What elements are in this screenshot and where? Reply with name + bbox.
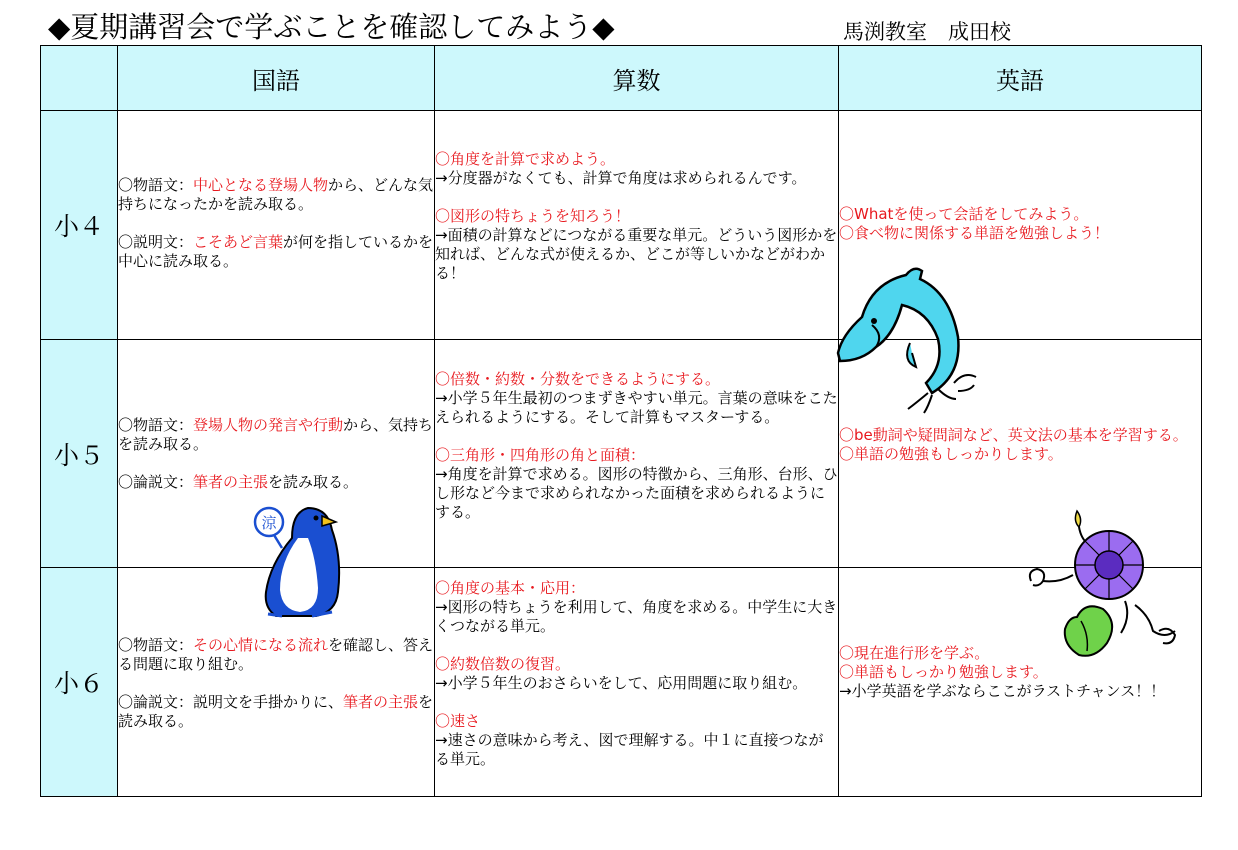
kokugo-item: 〇説明文：こそあど言葉が何を指しているかを中心に読み取る。 <box>118 233 434 270</box>
sansu-cell <box>435 340 839 568</box>
sansu-description: →分度器がなくても、計算で角度は求められるんです。 <box>435 169 807 187</box>
kokugo-item: 〇論説文：説明文を手掛かりに、筆者の主張を読み取る。 <box>118 693 434 730</box>
kokugo-cell <box>118 111 435 340</box>
sansu-topic: 〇図形の特ちょうを知ろう！ <box>435 207 631 225</box>
sansu-topic: 〇三角形・四角形の角と面積： <box>435 446 646 464</box>
school-name: 馬渕教室 成田校 <box>843 20 1011 44</box>
sansu-topic: 〇角度を計算で求めよう。 <box>435 150 616 168</box>
kokugo-item: 〇物語文：中心となる登場人物から、どんな気持ちになったかを読み取る。 <box>118 176 434 213</box>
eigo-item: 〇Whatを使って会話をしてみよう。 <box>839 205 1089 223</box>
column-header-eigo: 英語 <box>839 46 1202 111</box>
header-row <box>41 46 1202 111</box>
sansu-description: →小学５年生最初のつまずきやすい単元。言葉の意味をこたえられるようにする。そして計算もマスターする。 <box>435 389 838 426</box>
grade-label: 小５ <box>41 340 118 568</box>
eigo-item: 〇単語もしっかり勉強します。 <box>839 663 1048 681</box>
column-header-kokugo: 国語 <box>118 46 435 111</box>
sansu-description: →図形の特ちょうを利用して、角度を求める。中学生に大きくつながる単元。 <box>435 598 838 635</box>
eigo-item: →小学英語を学ぶならここがラストチャンス！！ <box>839 682 1166 700</box>
sansu-description: →角度を計算で求める。図形の特徴から、三角形、台形、ひし形など今まで求められなかった面積を求められるようにする。 <box>435 465 838 521</box>
grade-label: 小６ <box>41 568 118 797</box>
sansu-description: →小学５年生のおさらいをして、応用問題に取り組む。 <box>435 674 808 692</box>
column-header-sansu: 算数 <box>435 46 839 111</box>
sansu-topic: 〇角度の基本・応用： <box>435 579 586 597</box>
sansu-topic: 〇倍数・約数・分数をできるようにする。 <box>435 370 721 388</box>
sansu-topic: 〇速さ <box>435 712 481 730</box>
kokugo-item: 〇物語文：その心情になる流れを確認し、答える問題に取り組む。 <box>118 636 434 673</box>
dolphin-illustration <box>832 265 984 415</box>
kokugo-item: 〇物語文：登場人物の発言や行動から、気持ちを読み取る。 <box>118 416 434 453</box>
page-title: ◆夏期講習会で学ぶことを確認してみよう◆ <box>48 10 615 44</box>
sansu-topic: 〇約数倍数の復習。 <box>435 655 571 673</box>
penguin-illustration <box>252 502 344 620</box>
grade-label: 小４ <box>41 111 118 340</box>
corner-cell <box>41 46 118 111</box>
eigo-item: 〇食べ物に関係する単語を勉強しよう！ <box>839 224 1110 242</box>
eigo-item: 〇be動詞や疑問詞など、英文法の基本を学習する。 <box>839 426 1188 444</box>
curriculum-table <box>40 45 1202 797</box>
kokugo-item: 〇論説文：筆者の主張を読み取る。 <box>118 473 359 491</box>
eigo-item: 〇単語の勉強もしっかりします。 <box>839 445 1063 463</box>
sansu-cell <box>435 568 839 797</box>
penguin-badge-text: 涼 <box>261 514 277 532</box>
table-row <box>41 111 1202 340</box>
eigo-item: 〇現在進行形を学ぶ。 <box>839 644 990 662</box>
sansu-description: →速さの意味から考え、図で理解する。中１に直接つながる単元。 <box>435 731 824 768</box>
sansu-description: →面積の計算などにつながる重要な単元。どういう図形かを知れば、どんな式が使えるか、どこが等しいかなどがわかる！ <box>435 226 838 282</box>
sansu-cell <box>435 111 839 340</box>
morning-glory-illustration <box>1025 505 1185 665</box>
